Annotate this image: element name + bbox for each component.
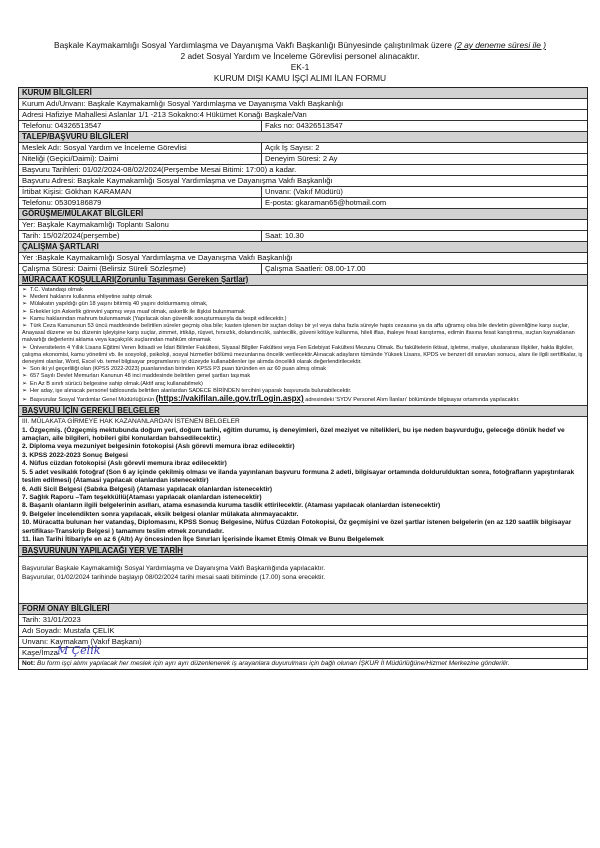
kosul-text: Medeni haklarını kullanma ehliyetine sahip olmak [30, 294, 152, 301]
calisma-suresi: Çalışma Süresi: Daimi (Belirsiz Süreli Sözleşme) [19, 264, 262, 274]
kosul-text: Üniversitelerin 4 Yıllık Lisans Eğitimi Veren İktisadi ve İdari Bilimler Fakültesi, Siyasal Bilgiler Fakültesi veya Fen Edebiyat Fakültesi Mezunu Olmak. Bu fakültelerin iktisat, işletme, maliye, uluslararası ilişkiler, hakla ilişkiler, çalışma ekonomisi, kamu yönetimi vb. ile sosyoloji, psikoloji, sosyal hizmetler bölümü mezunlarına öncelik verilecektir.Alınacak adayların tümünde Yüksek Lisans, KPDS ve benzeri dil sınavları sonucu, alanı ile ilgili sertifikalar, iş deneyimi olanlar, Word, Excel vb. temel bilgisayar programlarını iyi düzeyde kullanabilenler işe alımda öncelikli olarak değerlendirilecektir. [22, 344, 583, 366]
onay-unvan-row [19, 637, 587, 648]
belge-item: 8. Başarılı olanların ilgili belgelerinin asılları, atama esnasında kuruma tasdik ettirilecektir. (Ataması yapılacak olanlardan istenecektir) [22, 502, 441, 510]
kosul-text: Kamu haklarından mahrum bulunmamak (Yapılacak olan güvenlik soruşturmasıyla da tespit edilecektir.) [30, 315, 287, 322]
onay-adi-row [19, 626, 587, 637]
kosul-text: T.C. Vatandaşı olmak [30, 287, 83, 293]
note-text: Bu form işçi alımı yapılacak her meslek için ayrı ayrı düzenlenerek iş arayanlara duyurulması için bağlı olunan İŞKUR İl Müdürlüğüne/Hizmet Merkezine gönderilir. [35, 659, 510, 667]
belge-item: 4. Nüfus cüzdan fotokopisi (Aslı görevli memura ibraz edilecektir) [22, 460, 227, 468]
belgeler-list [19, 417, 587, 546]
kurum-adres: Adresi Hafiziye Mahallesi Aslanlar 1/1 -213 Sokakno:4 Hükümet Konağı Başkale/Van [22, 110, 307, 119]
section-belgeler [19, 406, 587, 417]
iletisim-row [19, 198, 587, 209]
gorusme-tarih: Tarih: 15/02/2024(perşembe) [19, 231, 262, 241]
kosul-item [22, 373, 584, 380]
kosul-item [22, 316, 584, 323]
kosul-text: 657 Sayılı Devlet Memurları Kanunun 48 inci maddesinde belirtilen genel şartları taşımak [30, 373, 251, 380]
belge-item: 5. 5 adet vesikalık fotoğraf (Son 6 ay içinde çekilmiş olması ve ilanda yayınlanan başvuru formuna 2 adeti, bilgisayar ortamında doldurulduktan sonra, fotoğrafların yapıştırılarak teslim edilmesi) (Atamasi yapılacak olanlardan istenecektir) [22, 468, 575, 485]
belgeler-title: BAŞVURU İÇİN GEREKLİ BELGELER [22, 406, 160, 416]
kurum-adi-row [19, 99, 587, 110]
header-trial-note: (2 ay deneme süresi ile ) [454, 40, 546, 50]
arrow-bullet-icon: ➢ [22, 301, 28, 308]
yer-tarih-line2: Başvurular, 01/02/2024 tarihinde başlayıp 08/02/2024 tarihi mesai saati bitiminde (17.00) sona erecektir. [22, 573, 326, 581]
arrow-bullet-icon: ➢ [22, 344, 28, 351]
section-gorusme: GÖRÜŞME/MÜLAKAT BİLGİLERİ [19, 209, 587, 220]
belge-item: 1. Özgeçmiş. (Özgeçmiş mektubunda doğum yeri, doğum tarihi, eğitim durumu, iş deneyimleri, özel meziyet ve nitelikleri, bu işe neden başvurduğu, geleceğe dönük hedef ve amaçları, aile bilgileri, hobileri gibi konulardan bahsedilecektir.) [22, 426, 565, 443]
onay-kase-row [19, 643, 587, 659]
irtibat-row [19, 187, 587, 198]
irtibat-unvan: Unvanı: (Vakıf Müdürü) [265, 187, 343, 196]
basvuru-tarihleri: Başvuru Tarihleri: 01/02/2024-08/02/2024(Perşembe Mesai Bitimi: 17:00) a kadar. [22, 165, 297, 174]
form-code: EK-1 [290, 62, 310, 72]
kosul-item [22, 323, 584, 345]
kosul-text: En Az B sınıfı sürücü belgesine sahip olmak.(Aktif araç kullanabilmek) [30, 380, 203, 387]
section-kosullar [19, 275, 587, 286]
arrow-bullet-icon: ➢ [22, 287, 28, 293]
yer-tarih-text [19, 557, 587, 603]
irtibat-eposta: E-posta: gkaraman65@hotmail.com [265, 198, 387, 207]
gorusme-saat: Saat: 10.30 [265, 231, 304, 240]
belge-item: 10. Müracatta bulunan her vatandaş, Diplomasını, KPSS Sonuç Belgesine, Nüfus Cüzdan Fotokopisi, Öz geçmişini ve özel şartlar istenen belgelerin (en az 120 saatlik bilgisayar sertifikası-Transkrip Belgesi ) tamamını teslim etmek zorundadır. [22, 519, 572, 535]
nitelik: Niteliği (Geçici/Daimi): Daimi [19, 154, 262, 164]
kosul-item [22, 345, 584, 367]
arrow-bullet-icon: ➢ [22, 373, 28, 380]
gorusme-yer-row [19, 220, 587, 231]
section-talep: TALEP/BAŞVURU BİLGİLERİ [19, 132, 587, 143]
belge-item: 2. Diploma veya mezuniyet belgesinin fotokopisi (Aslı görevli memura ibraz edilecektir) [22, 443, 295, 451]
belge-item: 9. Belgeler incelendikten sonra yapılacak, eksik belgesi olanlar mülakata alınmayacaktır. [22, 510, 299, 518]
meslek-adi: Meslek Adı: Sosyal Yardım ve İnceleme Görevlisi [19, 143, 262, 153]
yer-tarih-line1: Başvurular Başkale Kaymakamlığı Sosyal Yardımlaşma ve Dayanışma Vakfı Başkanlığında yapılacaktır. [22, 565, 326, 573]
basvuru-adresi: Başvuru Adresi: Başkale Kaymakamlığı Sosyal Yardımlaşma ve Dayanışma Vakfı Başkanlığı [22, 176, 333, 185]
arrow-bullet-icon: ➢ [22, 308, 28, 315]
belge-item: 11. İlan Tarihi İtibariyle en az 6 (Altı) Ay öncesinden İlçe Sınırları İçerisinde İkamet Etmiş Olmak ve Bunu Belgelemek [22, 535, 384, 543]
onay-adi-soyadi: Adı Soyadı: Mustafa ÇELİK [22, 625, 115, 635]
note-label: Not: [22, 659, 36, 667]
kosul-item [22, 287, 584, 294]
arrow-bullet-icon: ➢ [22, 387, 28, 394]
onay-kase-label: Kaşe/İmza: [22, 647, 60, 657]
arrow-bullet-icon: ➢ [22, 323, 28, 330]
yer-tarih-title: BAŞVURUNUN YAPILACAĞI YER VE TARİH [22, 546, 183, 556]
belge-item: 6. Adli Sicil Belgesi (Sabıka Belgesi) (Ataması yapılacak olanlardan istenecektir) [22, 485, 273, 493]
gorusme-yer: Yer: Başkale Kaymakamlığı Toplantı Salonu [22, 220, 169, 229]
acik-is-sayisi: Açık İş Sayısı: 2 [265, 143, 320, 152]
kosul-item [22, 309, 584, 316]
arrow-bullet-icon: ➢ [22, 366, 28, 373]
announcement-form [18, 87, 588, 670]
calisma-yer-row [19, 253, 587, 264]
belge-item: 3. KPSS 2022-2023 Sonuç Belgesi [22, 451, 128, 459]
document-header [28, 40, 572, 84]
kosul-text: Türk Ceza Kanununun 53 üncü maddesinde belirtilen süreler geçmiş olsa bile; kasten işlenen bir suçtan dolayı bir yıl veya daha fazla süreyle hapis cezasına ya da affa uğramış olsa bile devletin güvenliğine karşı suçlar, Anayasal düzene ve bu düzenin işleyişine karşı suçlar, zimmet, irtikâp, rüşvet, hırsızlık, dolandırıcılık, sahtecilik, güveni kötüye kullanma, hileli iflas, ihaleye fesat karıştırma, edimin ifasına fesat karıştırma, suçtan kaynaklanan malvarlığı değerlerini aklama veya kaçakçılık suçlarından mahkûm olmamak [22, 323, 575, 344]
kurum-telefon: Telefonu: 04326513547 [19, 121, 262, 131]
kosul-item [22, 381, 584, 388]
nitelik-row [19, 154, 587, 165]
belge-item: 7. Sağlık Raporu –Tam teşekküllü(Ataması yapılacak olanlardan istenecektir) [22, 493, 262, 501]
kosul-item [22, 366, 584, 373]
form-note [19, 659, 587, 670]
kurum-adres-row [19, 110, 587, 121]
belgeler-intro: III. MÜLAKATA GİRMEYE HAK KAZANANLARDAN İSTENEN BELGELER [22, 418, 240, 426]
kurum-faks: Faks no: 04326513547 [265, 121, 343, 130]
application-link[interactable]: (https://vakifilan.aile.gov.tr/Login.aspx) [155, 394, 304, 404]
onay-tarih-row [19, 615, 587, 626]
onay-tarih-value: 31/01/2023 [42, 614, 81, 624]
form-title: KURUM DIŞI KAMU İŞÇİ ALIMI İLAN FORMU [213, 73, 387, 83]
gorusme-tarih-row [19, 231, 587, 242]
kurum-adi: Kurum Adı/Unvanı: Başkale Kaymakamlığı Sosyal Yardımlaşma ve Dayanışma Vakfı Başkanlığı [22, 99, 344, 108]
header-line2: 2 adet Sosyal Yardım ve İnceleme Görevlisi personel alınacaktır. [180, 51, 420, 61]
header-line1 [28, 40, 572, 51]
kurum-telefon-row [19, 121, 587, 132]
meslek-row [19, 143, 587, 154]
kosul-item [22, 294, 584, 301]
kosul-text: Mülakatın yapıldığı gün 18 yaşını bitirmiş 40 yaşını doldurmamış olmak, [30, 301, 208, 308]
kosul-text: Erkekler için Askerlik görevini yapmış veya muaf olmak, askerlik ile ilişkisi bulunmamak [30, 308, 245, 315]
arrow-bullet-icon: ➢ [22, 397, 28, 404]
arrow-bullet-icon: ➢ [22, 315, 28, 322]
calisma-saatleri: Çalışma Saatleri: 08.00-17.00 [265, 264, 366, 273]
basvuru-adres-row [19, 176, 587, 187]
kosullar-title: MÜRACAAT KOŞULLARI(Zorunlu Taşınması Gereken Şartlar) [22, 275, 249, 284]
kosul-text: Başvurular Sosyal Yardımlar Genel Müdürlüğünün [30, 397, 155, 404]
handwritten-signature: M Çelik [57, 643, 101, 657]
kosul-item [22, 301, 584, 308]
arrow-bullet-icon: ➢ [22, 294, 28, 301]
arrow-bullet-icon: ➢ [22, 380, 28, 387]
kosul-item-link [22, 395, 584, 404]
kosul-text: adresindeki 'SYDV Personel Alım İlanları' bölümünde bilgisayar ortamında yapılacaktır. [305, 397, 520, 404]
onay-tarih-label: Tarih [22, 614, 39, 624]
kosul-text: Son iki yıl geçerliliği olan (KPSS 2022-2023) puanlarından birinden KPSS P3 puan türünden en az 60 puan almış olmak [30, 366, 327, 373]
kosul-text: Her aday, işe alınacak personel tablosunda belirtilen alanlardan SADECE BİRİNDEN tercihini yaparak başvuruda bulunabilecektir. [30, 387, 352, 394]
deneyim-suresi: Deneyim Süresi: 2 Ay [265, 154, 338, 163]
basvuru-tarih-row [19, 165, 587, 176]
calisma-yer: Yer :Başkale Kaymakamlığı Sosyal Yardımlaşma ve Dayanışma Vakfı Başkanlığı [22, 253, 293, 262]
irtibat-telefon: Telefonu: 05309186879 [19, 198, 262, 208]
irtibat-kisisi: İrtibat Kişisi: Gökhan KARAMAN [19, 187, 262, 197]
calisma-sure-row [19, 264, 587, 275]
section-kurum: KURUM BİLGİLERİ [19, 88, 587, 99]
header-line1-text: Başkale Kaymakamlığı Sosyal Yardımlaşma ve Dayanışma Vakfı Başkanlığı Bünyesinde çalıştırılmak üzere [53, 40, 452, 50]
kosullar-list [19, 286, 587, 406]
section-yer-tarih [19, 546, 587, 557]
onay-unvan: Unvanı: Kaymakam (Vakıf Başkanı) [22, 636, 142, 646]
section-onay: FORM ONAY BİLGİLERİ [19, 604, 587, 615]
onay-tarih: Tarih: 31/01/2023 [22, 614, 81, 624]
section-calisma: ÇALIŞMA ŞARTLARI [19, 242, 587, 253]
